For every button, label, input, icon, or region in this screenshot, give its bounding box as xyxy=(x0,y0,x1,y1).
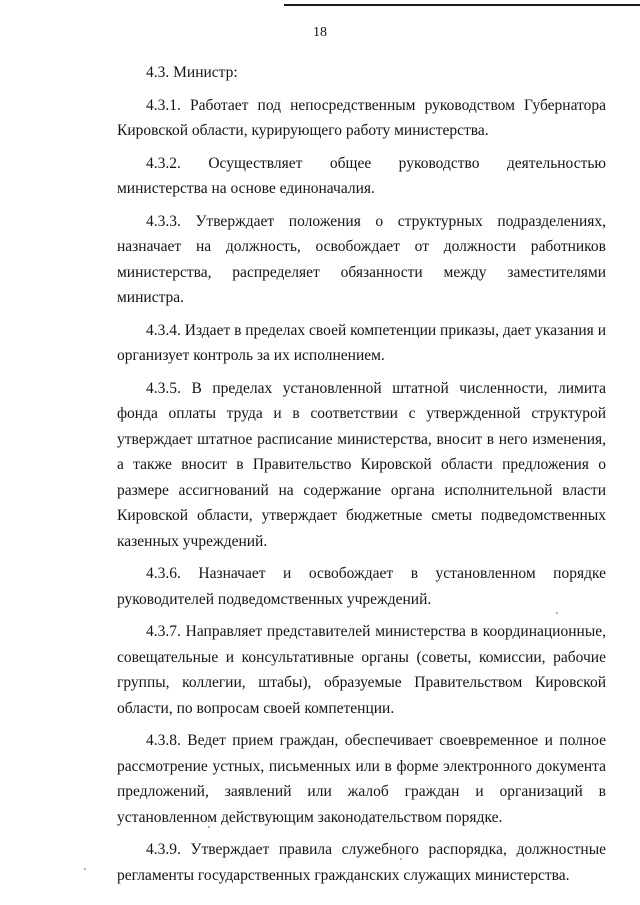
clause-4-3-4: 4.3.4. Издает в пределах своей компетенции приказы, дает указания и организует контроль за их исполнением. xyxy=(117,321,606,364)
scan-speck xyxy=(556,612,558,614)
top-border-line xyxy=(284,4,640,6)
clause-4-3-7: 4.3.7. Направляет представителей министерства в координационные, совещательные и консультативные органы (советы, комиссии, рабочие группы, коллегии, штабы), образуемые Правительством Кировской области, по вопросам своей компетенции. xyxy=(117,623,606,717)
section-heading: 4.3. Министр: xyxy=(146,64,238,81)
clause-4-3-3: 4.3.3. Утверждает положения о структурных подразделениях, назначает на должность, освобождает от должности работников министерства, распределяет обязанности между заместителями министра. xyxy=(117,212,606,306)
clause-4-3-2: 4.3.2. Осуществляет общее руководство деятельностью министерства на основе единоначалия. xyxy=(117,154,606,197)
clause-4-3-1: 4.3.1. Работает под непосредственным руководством Губернатора Кировской области, курирующего работу министерства. xyxy=(117,96,606,139)
scan-speck xyxy=(84,868,86,870)
clause-4-3-6: 4.3.6. Назначает и освобождает в установленном порядке руководителей подведомственных учреждений. xyxy=(117,565,606,608)
clause-4-3-9: 4.3.9. Утверждает правила служебного распорядка, должностные регламенты государственных гражданских служащих министерства. xyxy=(117,841,606,884)
page-number: 18 xyxy=(313,25,327,40)
document-body xyxy=(117,60,606,895)
scan-speck xyxy=(208,826,210,828)
clause-4-3-5: 4.3.5. В пределах установленной штатной численности, лимита фонда оплаты труда и в соответствии с утвержденной структурой утверждает штатное расписание министерства, вносит в него изменения, а также вносит в Правительство Кировской области предложения о размере ассигнований на содержание органа исполнительной власти Кировской области, утверждает бюджетные сметы подведомственных казенных учреждений. xyxy=(117,379,606,550)
clause-4-3-8: 4.3.8. Ведет прием граждан, обеспечивает своевременное и полное рассмотрение устных, письменных или в форме электронного документа предложений, заявлений или жалоб граждан и организаций в установленном действующим законодательством порядке. xyxy=(117,732,606,826)
scan-speck xyxy=(400,858,402,860)
